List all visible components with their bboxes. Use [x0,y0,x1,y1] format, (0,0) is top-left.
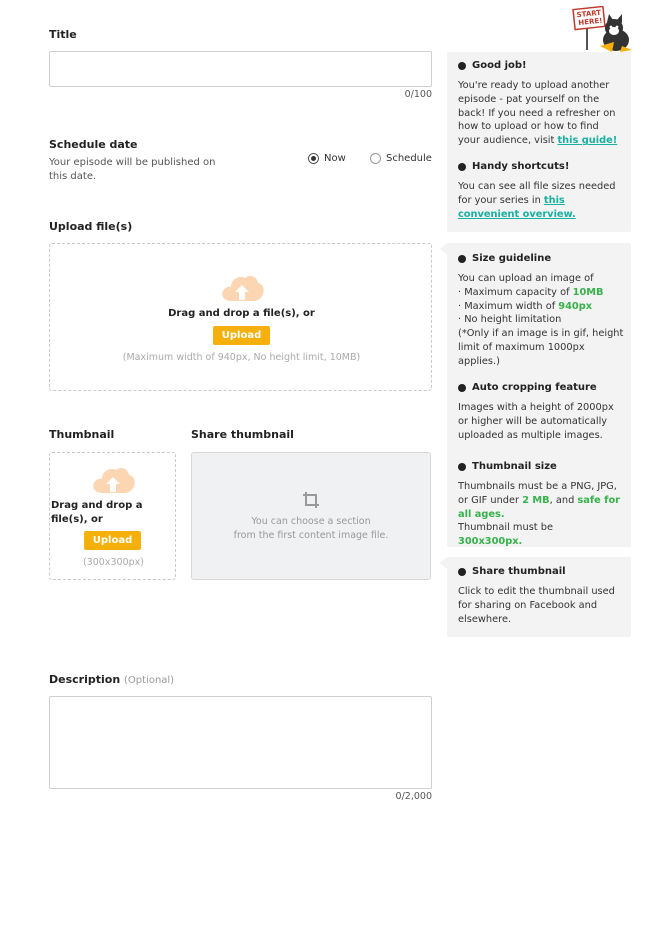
bullet-icon [458,463,466,471]
tip-good-job-title [458,60,527,71]
bullet-icon [458,384,466,392]
tip-size-width [458,300,628,314]
tip-shortcuts-body [458,180,618,221]
panel-notch [440,243,447,255]
tip-size-width-text: · Maximum width of [458,300,559,312]
thumbnail-dropzone[interactable] [49,452,176,580]
tip-shortcuts-title-text: Handy shortcuts! [472,161,570,172]
tip-cropping-title [458,382,597,393]
thumbnail-drop-text: Drag and drop a file(s), or [51,500,143,525]
upload-files-label: Upload file(s) [49,220,133,233]
mascot-sign-line2: HERE! [578,16,603,28]
upload-button[interactable]: Upload [213,326,270,345]
tip-share-body: Click to edit the thumbnail used for sharing on Facebook and elsewhere. [458,586,615,625]
title-input[interactable] [49,51,432,87]
radio-schedule-label: Schedule [386,153,432,164]
tip-thumb-size-title-text: Thumbnail size [472,461,557,472]
bullet-icon [458,255,466,263]
tip-thumb-size-body [458,480,620,549]
tip-size-title [458,253,551,264]
tip-cropping-body: Images with a height of 2000px or higher will be automatically uploaded as multiple images. [458,402,614,441]
tip-size-capacity-text: · Maximum capacity of [458,286,573,298]
tip-shortcuts-title [458,161,569,172]
tip-size-body [458,272,628,369]
tip-size-width-value: 940px [558,300,593,312]
tip-share-title [458,566,566,577]
description-counter: 0/2,000 [395,791,432,802]
bullet-icon [458,568,466,576]
schedule-now-option[interactable] [308,153,346,164]
tip-thumb-size-max: 2 MB [522,494,550,506]
title-label: Title [49,28,77,41]
title-counter: 0/100 [404,89,432,100]
tip-good-job-body [458,79,623,148]
upload-dropzone[interactable] [49,243,432,391]
tip-share-title-text: Share thumbnail [472,566,566,577]
bullet-icon [458,163,466,171]
thumbnail-label: Thumbnail [49,428,115,441]
tip-good-job-text: You're ready to upload another episode - pat yourself on the back! If you need a refresher on how to upload or how to find your audience, visit [458,80,616,147]
schedule-hint: Your episode will be published on this date. [49,157,216,182]
schedule-label: Schedule date [49,138,138,151]
tip-thumb-size-safe: safe for all ages. [458,494,621,520]
crop-icon [302,491,320,509]
description-label [49,673,174,686]
tip-thumb-size-dims: 300x300px. [458,536,523,548]
share-thumbnail-text-2: from the first content image file. [233,530,389,541]
radio-now-label: Now [324,153,346,164]
tip-size-height: · No height limitation [458,314,562,326]
radio-now[interactable] [308,153,319,164]
upload-drop-text: Drag and drop a file(s), or [168,308,315,319]
tip-thumb-size-text-3: Thumbnail must be [458,522,553,534]
tip-thumb-size-text-1: Thumbnails must be a PNG, JPG, or GIF under [458,481,617,506]
panel-notch [440,557,447,569]
tip-size-capacity-value: 10MB [572,286,604,298]
tip-size-title-text: Size guideline [472,253,552,264]
tip-size-note: (*Only if an image is in gif, height limit of maximum 1000px applies.) [458,328,624,367]
upload-limits: (Maximum width of 940px, No height limit, 10MB) [122,352,361,363]
tip-size-intro: You can upload an image of [458,273,594,284]
tips-panel-share [447,557,631,637]
description-optional: (Optional) [124,675,175,686]
tips-panel-upload [447,243,631,547]
tip-thumb-size-title [458,461,557,472]
share-thumbnail-box[interactable] [191,452,431,580]
bullet-icon [458,62,466,70]
radio-schedule[interactable] [370,153,381,164]
description-input[interactable] [49,696,432,789]
tip-thumb-size-text-2: , and [549,494,578,506]
share-thumbnail-text-1: You can choose a section [251,516,371,527]
description-label-text: Description [49,673,121,686]
thumbnail-size-hint: (300x300px) [83,557,144,568]
tip-size-capacity [458,286,628,300]
tip-shortcuts-text: You can see all file sizes needed for your series in [458,181,616,206]
guide-link[interactable]: this guide! [557,135,618,147]
share-thumbnail-label: Share thumbnail [191,428,294,441]
tip-cropping-title-text: Auto cropping feature [472,382,597,393]
cloud-upload-icon [219,271,265,303]
mascot-sign-line1: START [576,8,602,20]
thumbnail-upload-button[interactable]: Upload [84,531,141,550]
schedule-later-option[interactable] [370,153,432,164]
tips-panel-general [447,52,631,232]
tip-good-job-title-text: Good job! [472,60,527,71]
mascot-start-here-icon [572,6,634,54]
cloud-upload-icon [90,463,136,495]
overview-link[interactable]: this convenient overview. [458,194,576,220]
